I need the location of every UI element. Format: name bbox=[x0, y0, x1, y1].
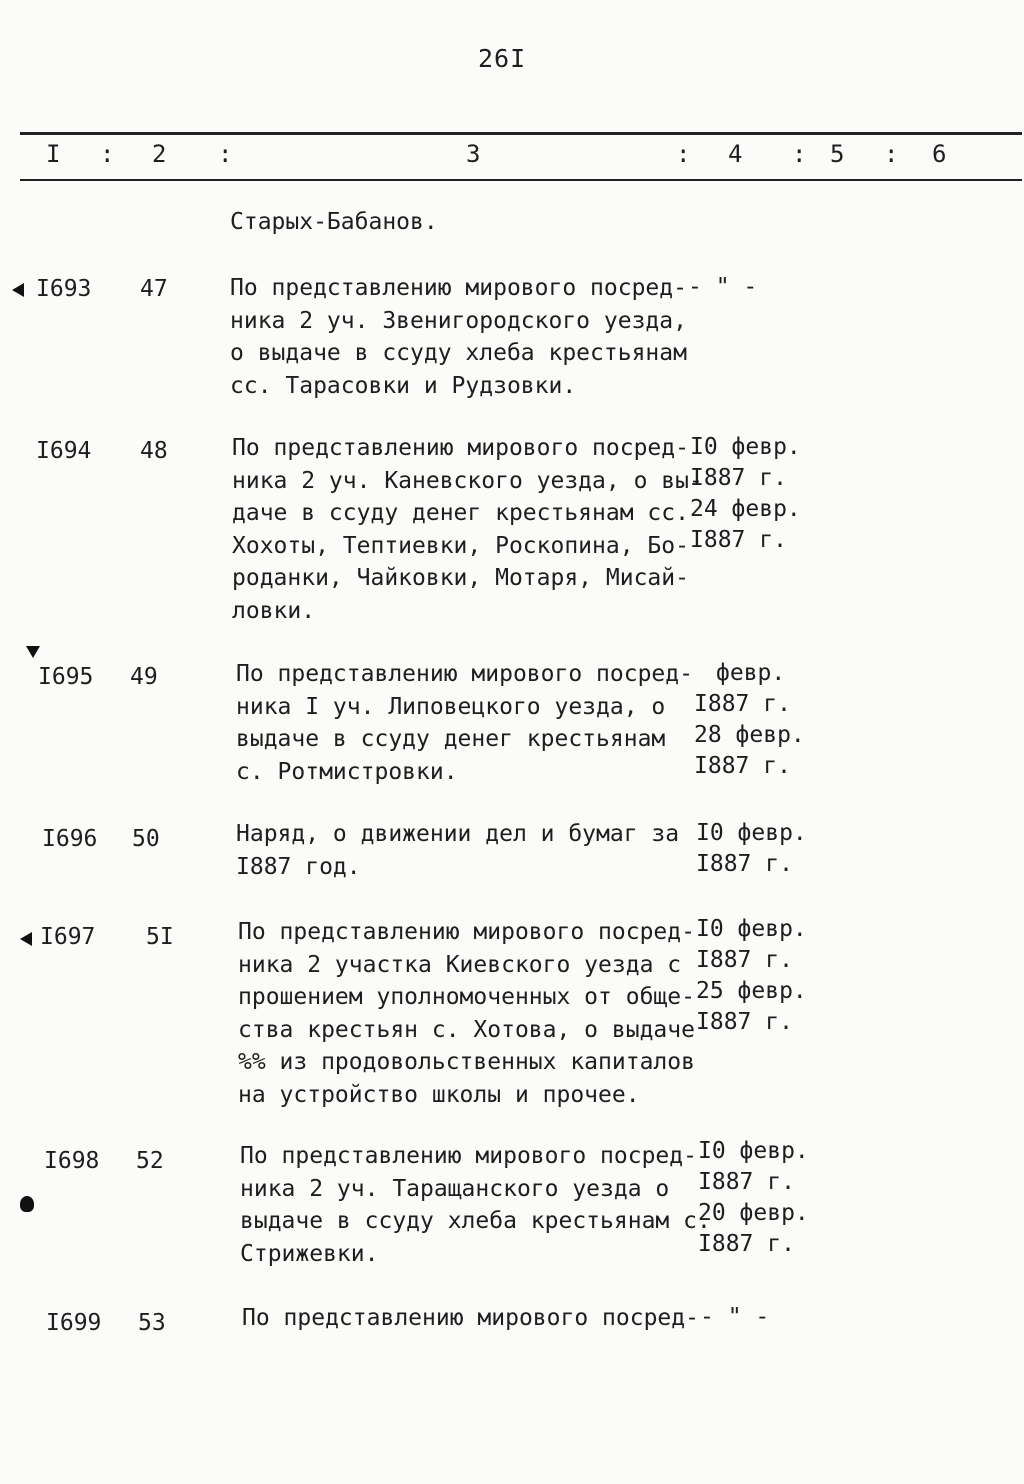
column-header-4: 4 bbox=[728, 140, 743, 168]
description-line: с. Ротмистровки. bbox=[236, 758, 458, 785]
page-number: 26I bbox=[478, 44, 527, 73]
date-line: 20 февр. bbox=[698, 1200, 809, 1226]
entry-description bbox=[230, 272, 687, 402]
description-line: По представлению мирового посред- bbox=[238, 919, 695, 945]
date-line: - " - bbox=[700, 1304, 770, 1330]
header-bottom-rule bbox=[20, 179, 1022, 181]
description-line: По представлению мирового посред- bbox=[232, 435, 689, 461]
entry-sequence: 52 bbox=[136, 1148, 164, 1174]
description-line: прошением уполномоченных от обще- bbox=[238, 984, 695, 1010]
description-line: выдаче в ссуду денег крестьянам bbox=[236, 726, 666, 752]
description-line: По представлению мирового посред- bbox=[236, 661, 693, 687]
description-line: ловки. bbox=[232, 597, 316, 624]
intro-continuation: Старых-Бабанов. bbox=[230, 209, 438, 235]
description-line: Стрижевки. bbox=[240, 1240, 379, 1267]
date-line: I887 г. bbox=[696, 947, 793, 973]
margin-mark-icon bbox=[20, 1196, 34, 1212]
entry-description bbox=[236, 818, 679, 883]
entry-number: I696 bbox=[42, 826, 98, 852]
entry-description bbox=[242, 1302, 699, 1335]
column-separator: : bbox=[792, 140, 807, 168]
date-line: I0 февр. bbox=[696, 916, 807, 942]
date-line: 24 февр. bbox=[690, 496, 801, 522]
entry-number: I697 bbox=[40, 924, 96, 950]
entry-dates bbox=[700, 1302, 769, 1333]
date-line: I887 г. bbox=[690, 527, 787, 553]
entry-dates bbox=[696, 914, 807, 1038]
description-line: По представлению мирового посред- bbox=[230, 275, 687, 301]
entry-dates bbox=[690, 432, 801, 556]
date-line: I887 г. bbox=[696, 851, 793, 877]
description-line: ника 2 уч. Каневского уезда, о вы- bbox=[232, 467, 703, 494]
date-line: I887 г. bbox=[694, 753, 791, 779]
description-line: Наряд, о движении дел и бумаг за bbox=[236, 821, 680, 847]
description-line: даче в ссуду денег крестьянам сс. bbox=[232, 500, 689, 526]
date-line: I0 февр. bbox=[696, 820, 807, 846]
date-line: I887 г. bbox=[698, 1169, 795, 1195]
date-line: I0 февр. bbox=[698, 1138, 809, 1164]
entry-description bbox=[238, 916, 695, 1111]
column-header-6: 6 bbox=[932, 140, 947, 168]
description-line: По представлению мирового посред- bbox=[242, 1305, 699, 1331]
margin-mark-icon bbox=[26, 646, 40, 658]
column-separator: : bbox=[676, 140, 691, 168]
description-line: По представлению мирового посред- bbox=[240, 1143, 697, 1169]
date-line: I887 г. bbox=[690, 465, 787, 491]
entry-dates bbox=[694, 658, 805, 782]
header-top-rule bbox=[20, 132, 1022, 135]
entry-number: I695 bbox=[38, 664, 94, 690]
description-line: выдаче в ссуду хлеба крестьянам с. bbox=[240, 1208, 711, 1234]
entry-dates bbox=[698, 1136, 809, 1260]
entry-sequence: 49 bbox=[130, 664, 158, 690]
date-line: 28 февр. bbox=[694, 722, 805, 748]
entry-sequence: 50 bbox=[132, 826, 160, 852]
description-line: ства крестьян с. Хотова, о выдаче bbox=[238, 1016, 695, 1043]
description-line: ника 2 уч. Таращанского уезда о bbox=[240, 1175, 670, 1202]
description-line: роданки, Чайковки, Мотаря, Мисай- bbox=[232, 565, 689, 591]
date-line: февр. bbox=[716, 660, 786, 686]
description-line: Хохоты, Тептиевки, Роскопина, Бо- bbox=[232, 532, 689, 559]
entry-sequence: 53 bbox=[138, 1310, 166, 1336]
description-line: сс. Тарасовки и Рудзовки. bbox=[230, 372, 577, 399]
date-line: I887 г. bbox=[694, 691, 791, 717]
entry-number: I698 bbox=[44, 1148, 100, 1174]
margin-mark-icon bbox=[20, 932, 32, 946]
column-header-1: I bbox=[46, 140, 61, 168]
entry-sequence: 47 bbox=[140, 276, 168, 302]
margin-mark-icon bbox=[12, 283, 24, 297]
entry-description bbox=[232, 432, 703, 627]
date-line: 25 февр. bbox=[696, 978, 807, 1004]
column-header-2: 2 bbox=[152, 140, 167, 168]
description-line: ника 2 участка Киевского уезда с bbox=[238, 951, 682, 978]
description-line: %% из продовольственных капиталов bbox=[238, 1049, 695, 1075]
column-separator: : bbox=[884, 140, 899, 168]
description-line: ника 2 уч. Звенигородского уезда, bbox=[230, 307, 687, 334]
entry-number: I693 bbox=[36, 276, 92, 302]
entry-number: I699 bbox=[46, 1310, 102, 1336]
entry-dates bbox=[696, 818, 807, 880]
date-line: I0 февр. bbox=[690, 434, 801, 460]
date-line: - " - bbox=[688, 274, 758, 300]
column-header-3: 3 bbox=[466, 140, 481, 168]
description-line: ника I уч. Липовецкого уезда, о bbox=[236, 693, 666, 720]
column-separator: : bbox=[218, 140, 233, 168]
entry-dates bbox=[688, 272, 757, 303]
date-line: I887 г. bbox=[696, 1009, 793, 1035]
date-line: I887 г. bbox=[698, 1231, 795, 1257]
entry-number: I694 bbox=[36, 438, 92, 464]
entry-description bbox=[240, 1140, 711, 1270]
entry-sequence: 48 bbox=[140, 438, 168, 464]
description-line: на устройство школы и прочее. bbox=[238, 1081, 640, 1108]
column-header-5: 5 bbox=[830, 140, 845, 168]
description-line: о выдаче в ссуду хлеба крестьянам bbox=[230, 340, 687, 366]
description-line: I887 год. bbox=[236, 853, 361, 880]
column-separator: : bbox=[100, 140, 115, 168]
entry-sequence: 5I bbox=[146, 924, 174, 950]
entry-description bbox=[236, 658, 693, 788]
